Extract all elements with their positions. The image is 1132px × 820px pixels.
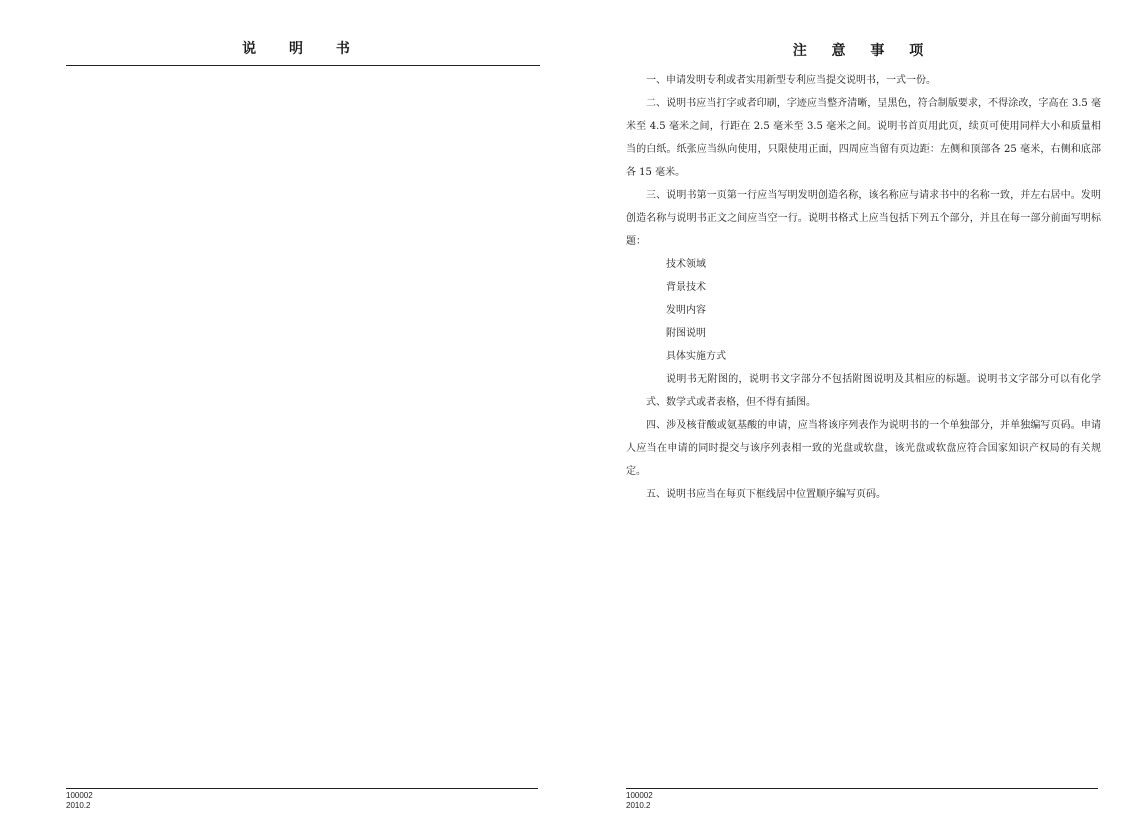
page-title: 说 明 书 — [242, 41, 364, 57]
notes-title: 注 意 事 项 — [792, 43, 934, 59]
note-paragraph-1: 一、申请发明专利或者实用新型专利应当提交说明书，一式一份。 — [646, 75, 936, 86]
form-code: 100002 — [66, 791, 93, 800]
title-underline — [66, 65, 540, 66]
note-no-drawings: 说明书无附图的，说明书文字部分不包括附图说明及其相应的标题。说明书文字部分可以有化学式、数学式或者表格，但不得有插图。 — [646, 374, 1101, 408]
form-code: 100002 — [626, 791, 653, 800]
footer-rule — [66, 788, 538, 789]
description-page — [0, 0, 560, 820]
section-heading-item: 附图说明 — [666, 328, 706, 339]
section-heading-item: 具体实施方式 — [666, 351, 726, 362]
footer — [66, 791, 93, 811]
notes-body — [626, 69, 1101, 506]
form-version: 2010.2 — [626, 801, 651, 810]
notes-page — [560, 0, 1132, 820]
note-paragraph-3: 三、说明书第一页第一行应当写明发明创造名称，该名称应与请求书中的名称一致，并左右居中。发明创造名称与说明书正文之间应当空一行。说明书格式上应当包括下列五个部分，并且在每一部分前面写明标题： — [626, 190, 1101, 247]
section-heading-item: 发明内容 — [666, 305, 706, 316]
section-heading-item: 技术领域 — [666, 259, 706, 270]
note-paragraph-4: 四、涉及核苷酸或氨基酸的申请，应当将该序列表作为说明书的一个单独部分，并单独编写页码。申请人应当在申请的同时提交与该序列表相一致的光盘或软盘，该光盘或软盘应符合国家知识产权局的有关规定。 — [626, 420, 1101, 477]
note-paragraph-2: 二、说明书应当打字或者印刷，字迹应当整齐清晰，呈黑色，符合制版要求，不得涂改，字高在 3.5 毫米至 4.5 毫米之间，行距在 2.5 毫米至 3.5 毫米之间。说明书首页用此页，续页可使用同样大小和质量相当的白纸。纸张应当纵向使用，只限使用正面，四周应当留有页边距：左侧和顶部各 25 毫米，右侧和底部各 15 毫米。 — [626, 98, 1101, 178]
form-version: 2010.2 — [66, 801, 91, 810]
note-paragraph-5: 五、说明书应当在每页下框线居中位置顺序编写页码。 — [646, 489, 886, 500]
section-heading-item: 背景技术 — [666, 282, 706, 293]
footer — [626, 791, 653, 811]
footer-rule — [626, 788, 1098, 789]
